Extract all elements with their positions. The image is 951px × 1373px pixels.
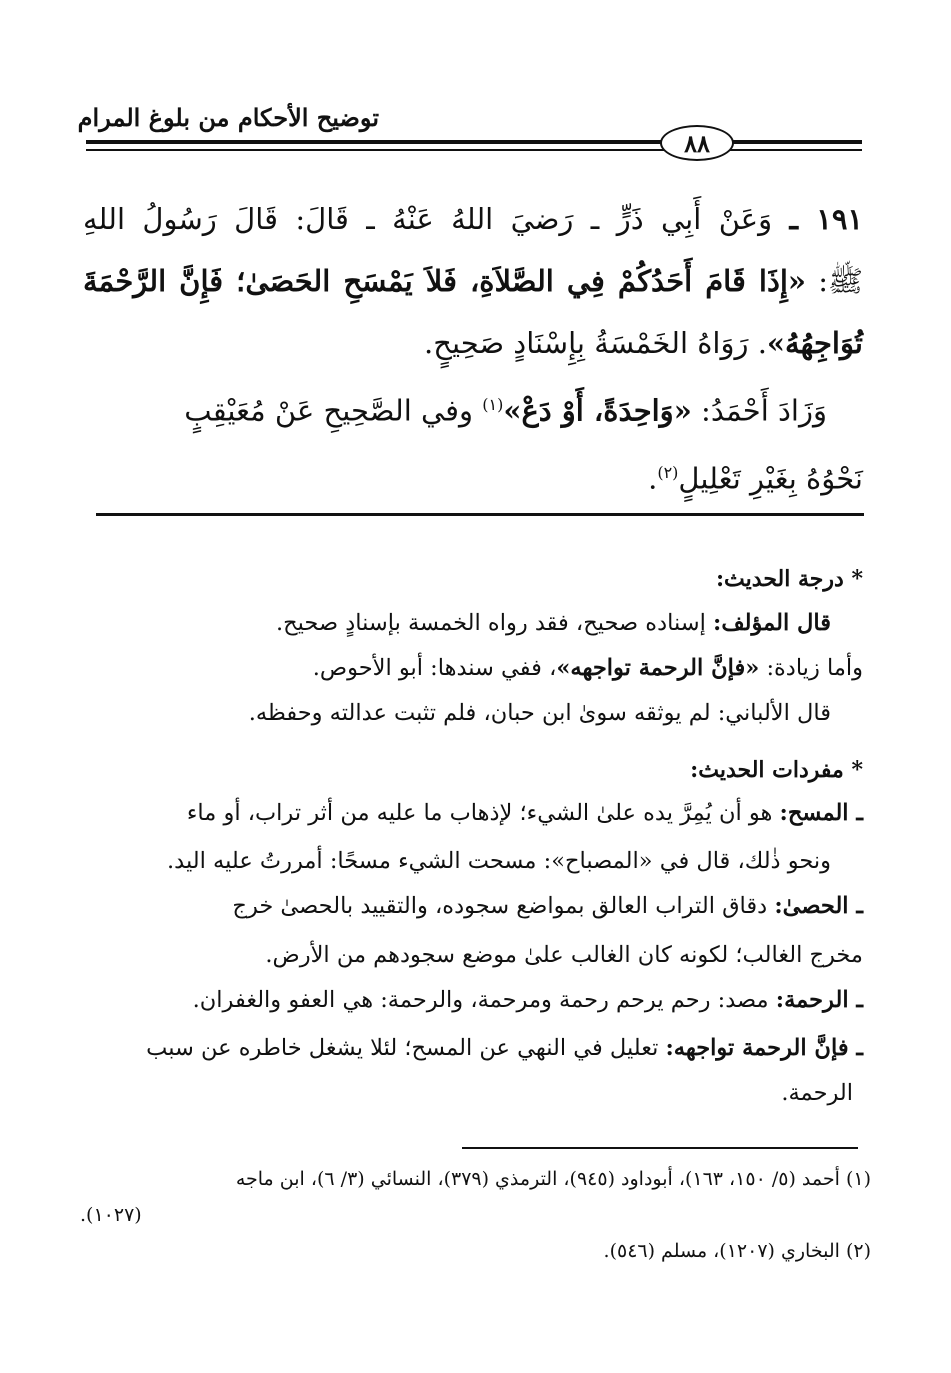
salawat-glyph: ﷺ:: [818, 264, 864, 298]
footnote-ref-2[interactable]: (٢): [657, 462, 679, 482]
page-number-badge: [660, 125, 734, 161]
page-number: ٨٨: [684, 128, 710, 158]
footnote-2: [604, 1240, 871, 1262]
hadith-line-5: [83, 442, 863, 510]
header-rule-thick: [86, 140, 862, 144]
degree-addition-quote: «فإنَّ الرحمة تواجهه»: [556, 655, 760, 681]
header-rule-thin: [86, 149, 862, 151]
term-hasa-def-cont: مخرج الغالب؛ لكونه كان الغالب علىٰ موضع سجودهم من الأرض.: [265, 942, 863, 968]
addition-end: نَحْوُهُ بِغَيْرِ تَعْلِيلٍ: [678, 461, 863, 496]
footnote-1-text-cont: (١٠٢٧).: [80, 1204, 142, 1226]
hadith-text: وَعَنْ أَبِي ذَرٍّ ـ رَضيَ اللهُ عَنْهُ ـ قَالَ: قَالَ رَسُولُ اللهِ: [83, 202, 773, 236]
term-hasa-def: دقاق التراب العالق بمواضع سجوده، والتقييد بالحصىٰ خرج: [232, 893, 768, 919]
footnote-2-text: (٢) البخاري (١٢٠٧)، مسلم (٥٤٦).: [603, 1240, 871, 1262]
addition-intro: وَزَادَ أَحْمَدُ:: [701, 393, 827, 428]
term-fainna-def-cont: الرحمة.: [781, 1080, 853, 1106]
addition-quote: «وَاحِدَةً، أَوْ دَعْ»: [503, 393, 692, 428]
vocab-line-5: [193, 987, 863, 1013]
term-masah-def: هو أن يُمِرَّ يده علىٰ الشيء؛ لإذهاب ما عليه من أثر تراب، أو ماء: [186, 800, 773, 826]
degree-addition-text: ، ففي سندها: أبو الأحوص.: [312, 655, 557, 681]
footnote-rule: [462, 1147, 858, 1149]
hadith-source: . رَوَاهُ الخَمْسَةُ بِإِسْنَادٍ صَحِيحٍ.: [424, 326, 767, 360]
degree-line-3: [249, 700, 831, 726]
vocab-line-2: [167, 848, 831, 874]
vocab-line-7: [781, 1080, 853, 1106]
term-masah: ـ المسح:: [779, 800, 863, 826]
degree-author-label: قال المؤلف:: [713, 610, 831, 636]
term-rahma: ـ الرحمة:: [775, 987, 863, 1013]
term-rahma-def: مصد: رحم يرحم رحمة ومرحمة، والرحمة: هي العفو والغفران.: [192, 987, 769, 1013]
degree-line-2: [313, 655, 863, 681]
term-fainna: ـ فإنَّ الرحمة تواجهه:: [665, 1035, 863, 1061]
vocab-line-1: [187, 800, 863, 826]
term-fainna-def: تعليل في النهي عن المسح؛ لئلا يشغل خاطره عن سبب: [146, 1035, 659, 1061]
term-hasa: ـ الحصىٰ:: [774, 893, 863, 919]
hadith-line-2: [83, 250, 863, 312]
period: .: [648, 461, 658, 496]
vocab-heading: * مفردات الحديث:: [690, 757, 863, 783]
running-title: توضيح الأحكام من بلوغ المرام: [77, 103, 379, 132]
degree-line-1: [276, 610, 831, 636]
degree-author-text: إسناده صحيح، فقد رواه الخمسة بإسنادٍ صحيح.: [275, 610, 706, 636]
term-masah-def-cont: ونحو ذٰلك، قال في «المصباح»: مسحت الشيء مسحًا: أمررتُ عليه اليد.: [167, 848, 831, 874]
degree-heading: * درجة الحديث:: [715, 566, 863, 592]
addition-source: وفي الصَّحِيحِ عَنْ مُعَيْقِبٍ: [184, 393, 474, 428]
footnote-1: [236, 1168, 871, 1190]
hadith-quote-end: تُوَاجِهُهُ»: [766, 326, 863, 360]
section-divider: [96, 513, 864, 516]
degree-addition-label: وأما زيادة:: [766, 655, 863, 681]
hadith-line-1: [83, 188, 863, 250]
vocab-line-4: [265, 942, 863, 968]
vocab-line-3: [232, 893, 863, 919]
footnote-ref-1[interactable]: (١): [482, 395, 504, 414]
footnote-1-text: (١) أحمد (٥/ ١٥٠، ١٦٣)، أبوداود (٩٤٥)، الترمذي (٣٧٩)، النسائي (٣/ ٦)، ابن ماجه: [235, 1168, 871, 1190]
degree-albani-text: قال الألباني: لم يوثقه سوىٰ ابن حبان، فلم تثبت عدالته وحفظه.: [248, 700, 831, 726]
vocab-line-6: [146, 1035, 863, 1061]
hadith-quote: «إِذَا قَامَ أَحَدُكُمْ فِي الصَّلاَةِ، فَلاَ يَمْسَحِ الحَصَىٰ؛ فَإِنَّ الرَّحْمَةَ: [83, 264, 807, 298]
hadith-block: [83, 188, 863, 509]
hadith-number: ١٩١ ـ: [789, 202, 864, 236]
hadith-line-4: [83, 374, 863, 442]
hadith-line-3: [83, 312, 863, 374]
